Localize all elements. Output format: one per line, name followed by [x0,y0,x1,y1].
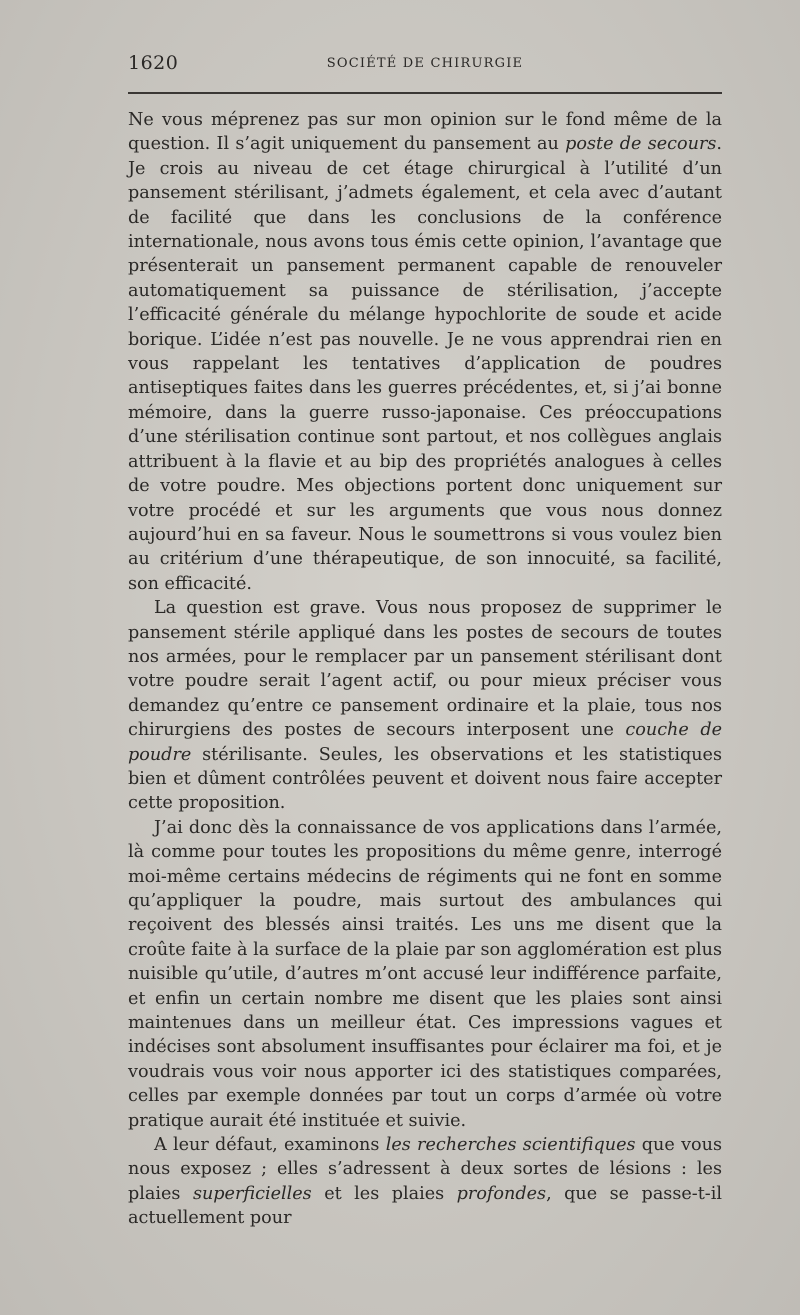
paragraph [128,596,722,816]
italic-text: superficielles [192,1183,312,1204]
body-text [128,108,722,1231]
paragraph [128,108,722,596]
page-header [128,52,722,82]
text-run: stérilisante. Seules, les observations et les statistiques bien et dûment contrôlées peuvent et doivent nous faire accepter cette proposition. [128,744,722,814]
paragraph [128,1133,722,1231]
text-run: La question est grave. Vous nous proposez de supprimer le pansement stérile appliqué dans les postes de secours de toutes nos armées, pour le remplacer par un pansement stérilisant dont votre poudre serait l’agent actif, ou pour mieux préciser vous demandez qu’entre ce pansement ordinaire et la plaie, tous nos chirurgiens des postes de secours interposent une [128,598,722,741]
paragraph [128,816,722,1133]
italic-text: les recherches scientifiques [385,1135,636,1156]
text-run: , que se passe-t-il actuellement pour [128,1183,722,1229]
header-rule [128,92,722,94]
page-number: 1620 [128,52,179,74]
text-run: . Je crois au niveau de cet étage chirurgical à l’utilité d’un pansement stérilisant, j’admets également, et cela avec d’autant de facilité que dans les conclusions de la conférence internationale, nous avons tous émis cette opinion, l’avantage que présenterait un pansement permanent capable de renouveler automatiquement sa puissance de stérilisation, j’accepte l’efficacité générale du mélange hypochlorite de soude et acide borique. L’idée n’est pas nouvelle. Je ne vous apprendrai rien en vous rappelant les tentatives d’application de poudres antiseptiques faites dans les guerres précédentes, et, si j’ai bonne mémoire, dans la guerre russo-japonaise. Ces préoccupations d’une stérilisation continue sont partout, et nos collègues anglais attribuent à la flavie et au bip des propriétés analogues à celles de votre poudre. Mes objections portent donc uniquement sur votre procédé et sur les arguments que vous nous donnez aujourd’hui en sa faveur. Nous le soumettrons si vous voulez bien au critérium d’une thérapeutique, de son innocuité, sa facilité, son efficacité. [128,134,722,594]
italic-text: profondes [456,1183,547,1204]
text-run: Ne vous méprenez pas sur mon opinion sur le fond même de la question. Il s’agit uniquement du pansement au [128,110,722,155]
italic-text: poste de secours [565,134,717,155]
text-run: A leur défaut, examinons [154,1135,386,1156]
text-run: que vous nous exposez ; elles s’adressent à deux sortes de lésions : les plaies [128,1135,722,1204]
text-run: et les plaies [311,1183,457,1204]
running-title: SOCIÉTÉ DE CHIRURGIE [326,56,524,71]
italic-text: couche de poudre [128,720,723,765]
text-run: J’ai donc dès la connaissance de vos applications dans l’armée, là comme pour toutes les propositions du même genre, interrogé moi-même certains médecins de régiments qui ne font en somme qu’appliquer la poudre, mais surtout des ambulances qui reçoivent des blessés ainsi traités. Les uns me disent que la croûte faite à la surface de la plaie par son agglomération est plus nuisible qu’utile, d’autres m’ont accusé leur indifférence parfaite, et enfin un certain nombre me disent que les plaies sont ainsi maintenues dans un meilleur état. Ces impressions vagues et indécises sont absolument insuffisantes pour éclairer ma foi, et je voudrais vous voir nous apporter ici des statistiques comparées, celles par exemple données par tout un corps d’armée où votre pratique aurait été instituée et suivie. [128,817,722,1131]
